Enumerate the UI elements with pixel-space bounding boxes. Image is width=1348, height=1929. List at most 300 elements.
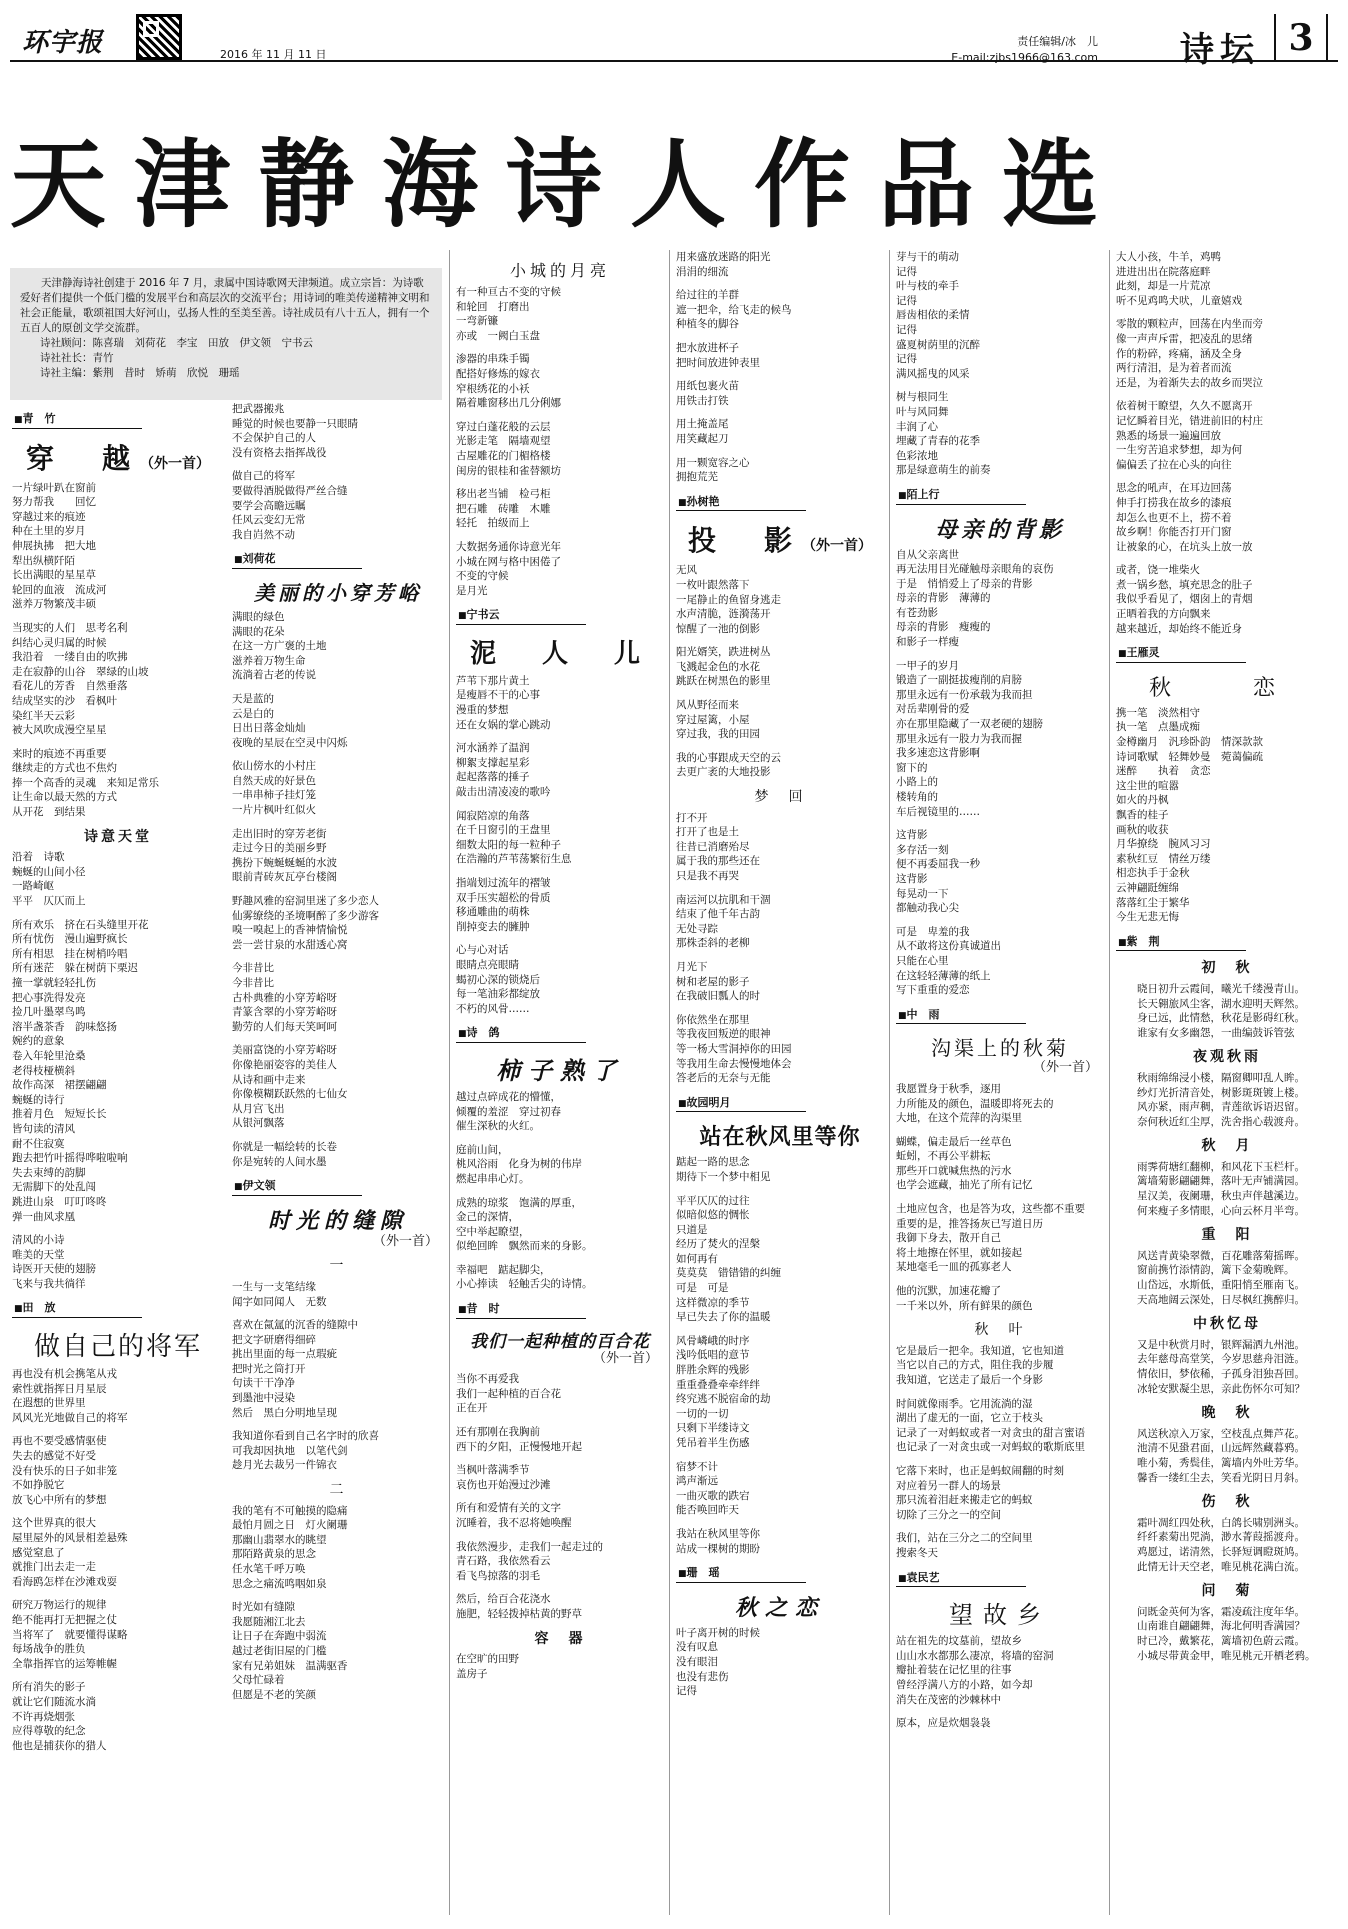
stanza <box>676 698 884 742</box>
author-tag: ■ 孙树艳 <box>676 495 806 512</box>
poem-line: 起起落落的捶子 <box>456 771 530 784</box>
stanza <box>1116 563 1338 636</box>
stanza <box>232 961 444 1034</box>
poem-line: 把文字研磨得细碎 <box>232 1333 316 1346</box>
poem-line: 在这轻轻薄薄的纸上 <box>896 969 991 982</box>
poem-line: 幸福吧 踮起脚尖， <box>456 1263 551 1276</box>
poem-line: 金樽幽月 汎珍卧韵 情深款款 <box>1116 736 1263 749</box>
stanza <box>12 1598 224 1671</box>
poem-line: 便不再委屈我一秒 <box>896 858 980 871</box>
poem-line: 风骨嶙峨的时序 <box>676 1334 750 1347</box>
editor-name: 责任编辑/冰 儿 <box>1017 35 1098 48</box>
stanza <box>1116 1100 1338 1129</box>
poem-line: 当将军了 就要懂得谋略 <box>12 1628 128 1641</box>
poem-line: 或者，饶一堆柴火 <box>1116 564 1200 577</box>
poem-line: 只剩下半缕诗文 <box>676 1422 750 1435</box>
stanza <box>12 850 224 908</box>
poem-line: 我沿着 一缕自由的吹拂 <box>12 651 128 664</box>
poem-line: 将土地擦在怀里，就如接起 <box>896 1246 1022 1259</box>
poem-line: 感觉窒息了 <box>12 1546 65 1559</box>
poem-line: 从不敢将这份真诚道出 <box>896 940 1001 953</box>
stanza <box>1116 250 1338 308</box>
poem-line: 湖出了虚无的一面，它立于枝头 <box>896 1412 1043 1425</box>
poem-line: 来时的痕迹不再重要 <box>12 747 107 760</box>
poem-line: 情依旧，梦依稀，子孤身泪独吾回。 <box>1137 1368 1305 1380</box>
stanza <box>456 809 664 867</box>
stanza <box>676 751 884 780</box>
poem-line: 放飞心中所有的梦想 <box>12 1493 107 1506</box>
poem-line: 没有快乐的日子如非笼 <box>12 1464 117 1477</box>
poem-title-text: 投 影 <box>687 524 802 558</box>
poem-line: 当你不再爱我 <box>456 1373 519 1386</box>
poem-line: 山岱远，水斯低，重阳悄至雁南飞。 <box>1137 1279 1305 1292</box>
poem-title: 秋 叶 <box>974 1322 1026 1339</box>
stanza <box>456 1372 664 1416</box>
poem-line: 空中举起瞭望， <box>456 1225 530 1238</box>
poem-line: 两行清泪，是为着者而流 <box>1116 362 1232 375</box>
poem-line: 蜿蜒的山间小径 <box>12 865 86 878</box>
poem-line: 父母忙碌着 <box>232 1674 285 1687</box>
poem-line: 锻造了一副挺拔瘦削的肩膀 <box>896 674 1022 687</box>
poem-line: 在空旷的田野 <box>456 1653 519 1666</box>
stanza <box>896 828 1104 916</box>
poem-line: 穿越过来的痕迹 <box>12 510 86 523</box>
poem-line: 风从野径而来 <box>676 699 739 712</box>
poem-line: 尝一尝甘泉的水甜透心窝 <box>232 938 348 951</box>
poem-line: 蜿蜒的诗行 <box>12 1093 65 1106</box>
poem-line: 大地，在这个荒萍的沟渠里 <box>896 1112 1022 1125</box>
poem-line: 施肥，轻轻拨掉枯黄的野草 <box>456 1607 582 1620</box>
poem-line: 正晒着我的方向飘来 <box>1116 608 1211 621</box>
poem-line: 那只流着泪赶来搬走它的蚂蚁 <box>896 1494 1033 1507</box>
stanza <box>456 352 664 410</box>
stanza <box>232 1043 444 1131</box>
poem-line: 相恋执手于金秋 <box>1116 867 1190 880</box>
poem-line: 索性就指挥日月星辰 <box>12 1382 107 1395</box>
poem-subtitle: （外一首） <box>592 1350 658 1366</box>
stanza <box>456 1501 664 1530</box>
poem-line: 这个世界真的很大 <box>12 1517 96 1530</box>
poem-line: 不如挣脱它 <box>12 1479 65 1492</box>
poem-line: 满眼的花朵 <box>232 625 285 638</box>
poem-line: 都触动我心尖 <box>896 902 959 915</box>
poem-line: 宿梦不计 <box>676 1460 718 1473</box>
poem-line: 做自己的将军 <box>232 470 295 483</box>
poem-line: 唯美的天堂 <box>12 1248 65 1261</box>
poem-line: 失去的感觉不好受 <box>12 1450 96 1463</box>
poem-line: 风风光光地做自己的将军 <box>12 1411 128 1424</box>
poem-line: 清风的小诗 <box>12 1234 65 1247</box>
poem-line: 河水涵养了温润 <box>456 742 530 755</box>
poem-line: 在我破旧瓢人的时 <box>676 990 760 1003</box>
poem-line: 不朽的风骨…… <box>456 1002 530 1015</box>
poem-line: 迷醉 执着 贪恋 <box>1116 765 1211 778</box>
poem-line: 伸展执拂 把大地 <box>12 539 96 552</box>
stanza <box>1116 1278 1338 1307</box>
poem-subtitle: （外一首） <box>1032 1060 1098 1076</box>
poem-line: 我们，站在三分之二的空间里 <box>896 1532 1033 1545</box>
poem-line: 那些开口就喊焦热的污水 <box>896 1164 1012 1177</box>
stanza <box>1116 1545 1338 1574</box>
stanza <box>896 548 1104 650</box>
poem-line: 走过今日的美丽乡野 <box>232 842 327 855</box>
poem-line: 作的粉碎，疼痛，涵及全身 <box>1116 347 1242 360</box>
stanza <box>676 1626 884 1699</box>
stanza <box>456 1425 664 1454</box>
stanza <box>232 1280 444 1309</box>
author-tag: ■ 王雁灵 <box>1116 646 1246 663</box>
stanza <box>456 876 664 934</box>
stanza <box>232 692 444 750</box>
column-rule <box>889 250 890 1915</box>
stanza <box>1116 1516 1338 1545</box>
poem-line: 它是最后一把伞。我知道，它也知道 <box>896 1344 1064 1357</box>
poem-line: 家有兄弟姐妹 温满驱香 <box>232 1659 348 1672</box>
poem-line: 素秋红豆 情丝万缕 <box>1116 852 1211 865</box>
poem-line: 这背影 <box>896 872 928 885</box>
stanza <box>1116 1160 1338 1189</box>
poem-line: 平平 仄仄而上 <box>12 895 86 908</box>
poem-line: 不变的守候 <box>456 570 509 583</box>
poem-line: 绝不能再打无把握之仗 <box>12 1613 117 1626</box>
poem-title: 梦 回 <box>754 789 806 806</box>
poem-line: 记得 <box>896 265 917 278</box>
poem-line: 嗅一嗅起上的香神情愉悦 <box>232 924 348 937</box>
poem-line: 那株歪斜的老柳 <box>676 937 750 950</box>
poem-line: 指端划过流年的褶皱 <box>456 877 551 889</box>
poem-line: 消失在茂密的沙棘林中 <box>896 1693 1001 1706</box>
stanza <box>456 540 664 598</box>
poem-line: 那是绿意萌生的前奏 <box>896 464 991 477</box>
stanza <box>1116 1367 1338 1396</box>
stanza <box>232 1318 444 1420</box>
poem-line: 他的沉默，加速花瓣了 <box>896 1285 1001 1298</box>
poem-line: 母亲的背影 薄薄的 <box>896 592 991 605</box>
poem-line: 等我夜回叛逆的眼神 <box>676 1028 771 1041</box>
poem-line: 可是 卑羞的我 <box>896 925 970 938</box>
poem-line: 你是宛转的人间水墨 <box>232 1155 327 1168</box>
poem-line: 也学会遮藏，抽光了所有记忆 <box>896 1179 1033 1192</box>
poem-line: 正在开 <box>456 1402 488 1415</box>
poem-line: 此刻，却是一片荒凉 <box>1116 280 1211 293</box>
poem-line: 研究万物运行的规律 <box>12 1599 107 1612</box>
poem-line: 期待下一个梦中相见 <box>676 1170 771 1183</box>
stanza <box>232 1429 444 1473</box>
poem-line: 穿过屋篱，小屋 <box>676 713 750 726</box>
poem-line: 似暗似悠的惆怅 <box>676 1209 750 1222</box>
stanza <box>456 674 664 732</box>
poem-line: 搜索冬天 <box>896 1546 938 1559</box>
poem-line: 身已远，此情愁，秋花是影碍红秋。 <box>1137 1012 1305 1025</box>
poem-line: 一千米以外，所有鲜果的颜色 <box>896 1299 1033 1312</box>
stanza <box>12 1367 224 1425</box>
poem-line: 没有眼泪 <box>676 1655 718 1668</box>
poem-title: 秋之恋 <box>734 1594 825 1621</box>
poem-line: 记得 <box>896 353 917 366</box>
poem-line: 跳跃在树黑色的影里 <box>676 675 771 688</box>
poem-title: 重 阳 <box>1201 1227 1253 1244</box>
poem-line: 记得 <box>896 294 917 307</box>
poem-line: 弹一曲风求凰 <box>12 1210 75 1223</box>
poem-line: 今生无悲无悔 <box>1116 911 1179 924</box>
poem-line: 唯小菊，秀鬓佳，篱墙内外吐芳华。 <box>1137 1456 1305 1469</box>
column-1 <box>12 402 224 1917</box>
poem-line: 所有迷茫 躲在树荫下栗迟 <box>12 962 138 975</box>
poem-line: 野趣风雅的窑洞里迷了多少恋人 <box>232 895 379 908</box>
poem-line: 某地毫毛一皿的孤寡老人 <box>896 1261 1012 1274</box>
poem-line: 染红半天云彩 <box>12 709 75 722</box>
column-2 <box>232 402 444 1917</box>
poem-line: 携一笔 淡然相守 <box>1116 706 1200 719</box>
poem-line: 当枫叶落满季节 <box>456 1464 530 1477</box>
poem-line: 是瘦唇不干的心事 <box>456 689 540 702</box>
poem-line: 任风云变幻无常 <box>232 514 306 527</box>
poem-line: 山南谁自翩翩舞，海北何明香满园？ <box>1137 1620 1305 1633</box>
poem-line: 没有叹息 <box>676 1641 718 1654</box>
poem-line: 轻托 拍级而上 <box>456 517 530 530</box>
stanza <box>896 1531 1104 1560</box>
poem-line: 瓣扯着装在记忆里的往事 <box>896 1664 1012 1677</box>
poem-line: 这尘世的喧嚣 <box>1116 779 1179 792</box>
poem-line: 只是我不再哭 <box>676 870 739 882</box>
stanza <box>456 487 664 531</box>
poem-line: 最怕月圆之日 灯火阑珊 <box>232 1519 348 1532</box>
column-rule <box>449 250 450 1915</box>
poem-line: 一片绿叶趴在窗前 <box>12 481 96 494</box>
stanza <box>12 1680 224 1753</box>
poem-line: 卷入年轮里沧桑 <box>12 1049 86 1062</box>
stanza <box>676 645 884 689</box>
stanza <box>676 1460 884 1518</box>
poem-line: 轮回的血液 流成河 <box>12 583 107 596</box>
poem-line: 池清不见蛩君面，山远辉然藏暮鸦。 <box>1137 1442 1305 1455</box>
poem-line: 古屋雕花的门楣格楼 <box>456 449 551 462</box>
stanza <box>12 1516 224 1589</box>
column-4 <box>676 250 884 1915</box>
poem-line: 还是，为着渐失去的故乡而哭泣 <box>1116 376 1263 389</box>
poem-line: 凭吊着半生伤感 <box>676 1437 750 1449</box>
poem-line: 叶与枝的牵手 <box>896 280 959 293</box>
poem-line: 柳絮支撑起星彩 <box>456 756 530 769</box>
stanza <box>232 1140 444 1169</box>
poem-line: 煮一锅乡愁，填充思念的肚子 <box>1116 578 1253 591</box>
poem-title: 诗意天堂 <box>84 828 152 845</box>
poem-line: 然后 黑白分明地呈现 <box>232 1406 337 1419</box>
poem-line: 屋里屋外的风景相差悬殊 <box>12 1532 128 1544</box>
poem-line: 记忆瞬着目光，错进前旧的村庄 <box>1116 414 1263 427</box>
poem-line: 给过往的羊群 <box>676 289 739 302</box>
author-tag: ■ 珊 瑶 <box>676 1566 806 1583</box>
poem-line: 削掉变去的臃肿 <box>456 920 530 933</box>
poem-line: 桃风浴雨 化身为树的伟岸 <box>456 1158 582 1171</box>
stanza <box>456 1090 664 1134</box>
poem-line: 思念之痛流鸣咽如泉 <box>232 1577 327 1590</box>
poem-line: 你就是一幅绘转的长卷 <box>232 1140 337 1153</box>
author-tag: ■ 青 竹 <box>12 412 142 429</box>
poem-line: 一曲灭歌的跌宕 <box>676 1489 750 1502</box>
masthead-logo: 环宇报 <box>22 28 104 58</box>
poem-title: 小城的月亮 <box>509 261 610 280</box>
poem-line: 听不见鸡鸣犬吠，儿童嬉戏 <box>1116 294 1242 307</box>
poem-line: 风亦紧，雨声稠，青莲欲诉语迟留。 <box>1137 1101 1305 1114</box>
poem-line: 一甲子的岁月 <box>896 659 959 672</box>
poem-line: 故乡啊！你能否打开门窗 <box>1116 526 1232 539</box>
stanza <box>896 1202 1104 1275</box>
poem-line: 往昔已消磨殆尽 <box>676 840 750 853</box>
poem-line: 倾覆的羞涩 穿过初春 <box>456 1105 561 1118</box>
poem-line: 如何再有 <box>676 1252 718 1265</box>
stanza <box>232 402 444 460</box>
poem-line: 风送青黄染翠微，百花雕落菊摇晖。 <box>1137 1249 1305 1262</box>
poem-line: 我的笔有不可触摸的隐痛 <box>232 1504 348 1517</box>
poem-line: 盛夏树荫里的沉醉 <box>896 338 980 351</box>
poem-line: 闻字如同闻人 无数 <box>232 1295 327 1308</box>
poem-line: 就推门出去走一走 <box>12 1561 96 1574</box>
poem-line: 有苍劲影 <box>896 606 938 619</box>
poem-line: 再无法用目光碰触母亲眼角的哀伤 <box>896 563 1054 576</box>
poem-line: 它落下来时，也正是蚂蚁闹翻的时刻 <box>896 1464 1064 1477</box>
poem-line: 母亲的背影 瘦瘦的 <box>896 621 991 634</box>
poem-line: 全靠指挥官的运筹帷幄 <box>12 1657 117 1670</box>
poem-line: 我自岿然不动 <box>232 528 295 541</box>
poem-line: 可是 可是 <box>676 1282 729 1295</box>
stanza <box>676 341 884 370</box>
stanza <box>1116 1249 1338 1278</box>
poem-line: 从银河飘落 <box>232 1117 285 1130</box>
author-tag: ■ 中 雨 <box>896 1008 1026 1025</box>
poem-line: 那里永远有一股力为我而握 <box>896 732 1022 745</box>
poem-line: 终究逃不脱宿命的劫 <box>676 1393 771 1406</box>
poem-line: 我知道你看到自己名字时的欣喜 <box>232 1430 379 1443</box>
poem-line: 我似乎看见了，烟囱上的青烟 <box>1116 593 1253 606</box>
poem-line: 你像艳丽姿容的美佳人 <box>232 1058 337 1071</box>
poem-title: 母亲的背影 <box>934 516 1065 543</box>
poem-line: 到墨池中浸染 <box>232 1392 295 1405</box>
poem-line: 长出满眼的星星草 <box>12 569 96 582</box>
poem-subtitle: （外一首） <box>140 455 210 472</box>
poem-line: 对应着另一群人的场景 <box>896 1479 1001 1492</box>
poem-line: 诗医开天使的翅膀 <box>12 1263 96 1276</box>
poem-line: 早已失去了你的温暖 <box>676 1311 771 1324</box>
stanza <box>232 759 444 817</box>
poem-line: 不会保护自己的人 <box>232 432 316 445</box>
stanza <box>676 1527 884 1556</box>
poem-line: 婉约的意象 <box>12 1035 65 1048</box>
stanza <box>896 1634 1104 1707</box>
stanza <box>1116 1456 1338 1485</box>
poem-line: 成熟的琼浆 饱满的厚重， <box>456 1196 582 1209</box>
poem-line: 我多速恋这背影啊 <box>896 747 980 760</box>
poem-line: 依山傍水的小村庄 <box>232 760 316 773</box>
poem-line: 越过老街旧屋的门槛 <box>232 1644 327 1657</box>
poem-line: 无风 <box>676 564 697 577</box>
poem-line: 亦在那里隐藏了一双老硬的翅膀 <box>896 718 1043 731</box>
poem-line: 遮一把伞，给飞走的候鸟 <box>676 303 792 316</box>
poem-line: 句读干干净净 <box>232 1377 295 1390</box>
poem-line: 捡几叶墨翠鸟鸣 <box>12 1006 86 1019</box>
poem-line: 越来越近，却始终不能近身 <box>1116 622 1242 635</box>
poem-title-text: 穿 越 <box>25 441 140 475</box>
stanza <box>896 1716 1104 1731</box>
poem-line: 时间就像雨季。它用流淌的湿 <box>896 1397 1033 1410</box>
poem-line: 伸手打捞我在故乡的漆痕 <box>1116 496 1232 509</box>
stanza <box>676 288 884 332</box>
poem-title: 夜观秋雨 <box>1193 1049 1261 1066</box>
poem-line: 他也是捕获你的猎人 <box>12 1739 107 1752</box>
poem-line: 从开花 到结果 <box>12 806 86 819</box>
poem-line: 流淌着古老的传说 <box>232 669 316 682</box>
poem-line: 把时间放进钟表里 <box>676 356 760 369</box>
poem-line: 记得 <box>676 1685 697 1698</box>
poem-line: 埋藏了青春的花季 <box>896 435 980 448</box>
poem-line: 此情无计天空老，唯见桃花满白流。 <box>1137 1560 1305 1573</box>
poem-subtitle: （外一首） <box>372 1233 438 1249</box>
poem-line: 云神翩跹缠绵 <box>1116 881 1179 894</box>
stanza <box>232 894 444 952</box>
poem-line: 再也没有机会携笔从戎 <box>12 1368 117 1381</box>
poem-line: 撞一掌就轻轻扎伤 <box>12 977 96 989</box>
poem-line: 打不开 <box>676 811 708 824</box>
poem-line: 应得尊敬的纪念 <box>12 1725 86 1738</box>
poem-line: 阳光婿笑，跌进树丛 <box>676 646 771 659</box>
poem-line: 踮起一路的思念 <box>676 1156 750 1169</box>
poem-line: 青石路，我依然看云 <box>456 1555 551 1568</box>
intro-box <box>10 268 442 400</box>
column-rule <box>669 250 670 1915</box>
stanza <box>1116 1011 1338 1040</box>
poem-line: 就让它们随流水淌 <box>12 1695 96 1708</box>
poem-line: 看飞鸟掠落的羽毛 <box>456 1569 540 1582</box>
poem-line: 我愿随湘江北去 <box>232 1615 306 1628</box>
poem-line: 每一笔油彩都绽放 <box>456 988 540 1001</box>
poem-line: 哀伤也开始漫过沙滩 <box>456 1478 551 1491</box>
poem-line: 结成坚实的沙 看枫叶 <box>12 694 117 707</box>
poem-line: 谁家有女多幽怨，一曲编鼓诉管弦 <box>1137 1026 1295 1039</box>
poem-line: 眼前青砖灰瓦亭台楼阁 <box>232 871 337 884</box>
poem-line: 跳进山泉 叮叮咚咚 <box>12 1195 107 1208</box>
poem-line: 当它以自己的方式，阻住我的步履 <box>896 1359 1054 1372</box>
poem-line: 馨香一缕红尘去，笑看光阴日月斜。 <box>1137 1471 1305 1484</box>
poem-line: 看海鸥怎样在沙滩戏耍 <box>12 1575 117 1588</box>
poem-line: 站成一棵树的期盼 <box>676 1542 760 1555</box>
poem-subtitle: （外一首） <box>802 538 872 555</box>
poem-line: 盖房子 <box>456 1667 488 1680</box>
poem-line: 配搭好修炼的嫁衣 <box>456 367 540 380</box>
poem-line: 蝴蝶，偏走最后一丝草色 <box>896 1135 1012 1148</box>
poem-line: 每场战争的胜负 <box>12 1643 86 1656</box>
poem-title: 问 菊 <box>1201 1583 1253 1600</box>
poem-line: 移通雕曲的萌株 <box>456 906 530 919</box>
poem-line: 庭前山间， <box>456 1143 509 1156</box>
poem-line: 努力帮我 回忆 <box>12 496 96 509</box>
stanza <box>676 563 884 636</box>
stanza <box>676 1155 884 1184</box>
poem-line: 答老后的无奈与无能 <box>676 1072 771 1085</box>
poem-line: 等我用生命去慢慢地体会 <box>676 1057 792 1070</box>
poem-line: 我站在秋风里等你 <box>676 1527 760 1540</box>
poem-title: 时光的缝隙 <box>267 1207 408 1234</box>
poem-line: 在遐想的世界里 <box>12 1397 86 1410</box>
poem-line: 西下的夕阳，正慢慢地开起 <box>456 1440 582 1453</box>
poem-line: 似绝回眸 飘然而来的身影。 <box>456 1240 593 1253</box>
stanza <box>232 827 444 885</box>
poem-line: 走在寂静的山谷 翠绿的山坡 <box>12 665 149 678</box>
poem-line: 亦或 一阙白玉盘 <box>456 329 540 342</box>
poem-line: 用土掩盖尾 <box>676 418 729 431</box>
column-rule <box>1109 250 1110 1915</box>
poem-line: 楼转角的 <box>896 791 938 803</box>
poem-line: 打开了也是土 <box>676 826 739 839</box>
